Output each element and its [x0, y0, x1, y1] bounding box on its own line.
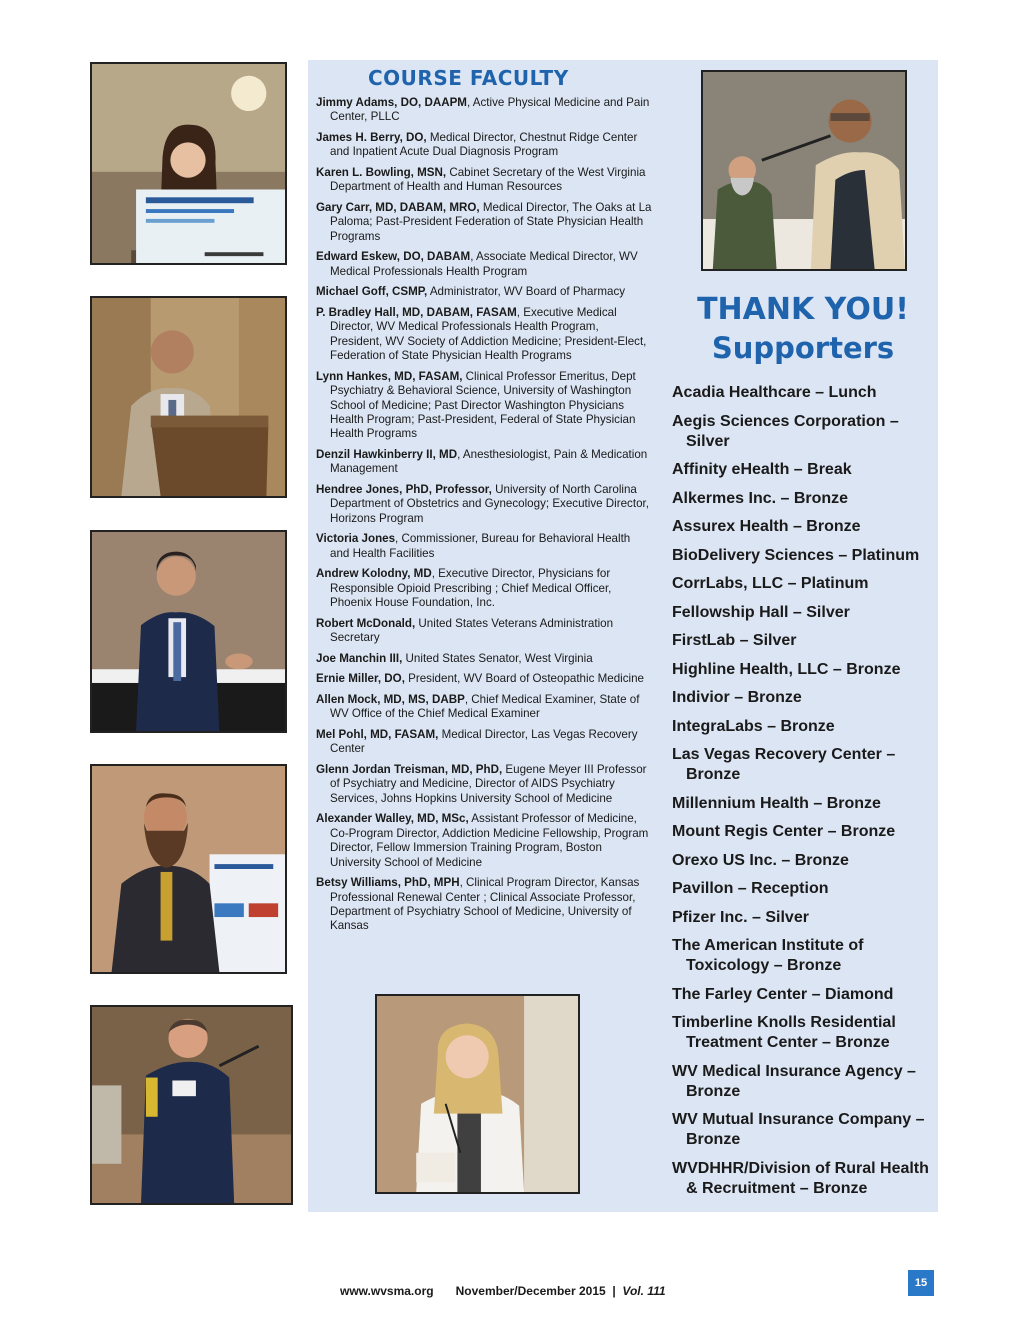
- faculty-name: Allen Mock, MD, MS, DABP: [316, 693, 465, 707]
- faculty-name: Mel Pohl, MD, FASAM,: [316, 728, 439, 742]
- supporter-item: Affinity eHealth – Break: [672, 461, 852, 478]
- faculty-name: Denzil Hawkinberry II, MD: [316, 448, 458, 462]
- faculty-name: Joe Manchin III,: [316, 651, 403, 665]
- faculty-entry: [316, 131, 652, 160]
- faculty-name: Hendree Jones, PhD, Professor,: [316, 483, 492, 497]
- faculty-description: , Active Physical Medicine and Pain Center, PLLC: [330, 96, 650, 124]
- faculty-description: Medical Director, Las Vegas Recovery Center: [330, 728, 638, 756]
- faculty-description: United States Veterans Administration Secretary: [330, 616, 614, 645]
- faculty-description: Assistant Professor of Medicine, Co-Program Director, Addiction Medicine Fellowship, Program Director, Fellow Immersion Training Program, Boston University School of Medicine: [330, 812, 649, 869]
- faculty-entry: [316, 483, 652, 526]
- supporter-item: WV Mutual Insurance Company – Bronze: [672, 1111, 925, 1148]
- footer-volume: Vol. 111: [622, 1284, 666, 1298]
- faculty-description: Eugene Meyer III Professor of Psychiatry and Medicine, Director of AIDS Psychiatry Services, Johns Hopkins University School of Medicine: [330, 763, 647, 805]
- supporter-item: IntegraLabs – Bronze: [672, 717, 835, 735]
- faculty-name: P. Bradley Hall, MD, DABAM, FASAM: [316, 306, 517, 319]
- faculty-description: Medical Director, The Oaks at La Paloma; Past-President Federation of State Physician Health Programs: [330, 201, 652, 243]
- supporter-item: Pavillon – Reception: [672, 880, 829, 897]
- footer-issue: November/December 2015: [455, 1284, 606, 1298]
- faculty-description: , Commissioner, Bureau for Behavioral Health and Health Facilities: [330, 532, 631, 560]
- faculty-name: Robert McDonald,: [316, 616, 416, 630]
- faculty-name: Edward Eskew, DO, DABAM: [316, 250, 471, 264]
- faculty-description: , Associate Medical Director, WV Medical Professionals Health Program: [330, 250, 638, 278]
- faculty-entry: [316, 763, 652, 806]
- faculty-name: Alexander Walley, MD, MSc,: [316, 812, 469, 826]
- faculty-name: James H. Berry, DO,: [316, 131, 427, 144]
- faculty-description: United States Senator, West Virginia: [402, 651, 593, 665]
- supporter-item: Fellowship Hall – Silver: [672, 603, 850, 621]
- supporter-item: BioDelivery Sciences – Platinum: [672, 546, 920, 564]
- supporters-list: [672, 383, 934, 1207]
- footer-separator: |: [612, 1284, 616, 1298]
- thank-you-heading: [672, 292, 934, 368]
- footer-website: www.wvsma.org: [340, 1284, 434, 1298]
- faculty-name: Glenn Jordan Treisman, MD, PhD,: [316, 763, 503, 777]
- supporter-item: Pfizer Inc. – Silver: [672, 908, 809, 926]
- supporter-item: Mount Regis Center – Bronze: [672, 823, 896, 840]
- faculty-description: , Executive Director, Physicians for Responsible Opioid Prescribing ; Chief Medical Officer, Phoenix House Foundation, Inc.: [330, 567, 612, 610]
- photo-audience-question: [701, 70, 907, 271]
- faculty-description: Cabinet Secretary of the West Virginia Department of Health and Human Resources: [330, 166, 646, 194]
- faculty-entry: [316, 166, 652, 195]
- faculty-entry: [316, 306, 652, 364]
- supporter-item: WVDHHR/Division of Rural Health & Recruitment – Bronze: [672, 1159, 929, 1197]
- supporter-item: The American Institute of Toxicology – Bronze: [672, 937, 864, 974]
- thank-you-line: THANK YOU!: [697, 292, 909, 327]
- faculty-entry: [316, 567, 652, 610]
- faculty-description: , Clinical Program Director, Kansas Professional Renewal Center ; Clinical Associate Professor, Department of Psychiatry School of Medicine, University of Kansas: [330, 876, 640, 933]
- faculty-name: Karen L. Bowling, MSN,: [316, 166, 447, 179]
- faculty-entry: [316, 812, 652, 870]
- faculty-name: Andrew Kolodny, MD: [316, 567, 432, 581]
- supporter-item: Indivior – Bronze: [672, 689, 802, 706]
- supporter-item: Orexo US Inc. – Bronze: [672, 851, 849, 869]
- faculty-name: Lynn Hankes, MD, FASAM,: [316, 369, 463, 383]
- page-footer: [340, 1284, 666, 1298]
- photo-speaker-woman-podium: [90, 62, 287, 265]
- supporter-item: Highline Health, LLC – Bronze: [672, 660, 901, 678]
- page-number-badge: 15: [908, 1270, 934, 1296]
- supporter-item: Assurex Health – Bronze: [672, 518, 861, 535]
- supporter-item: Alkermes Inc. – Bronze: [672, 489, 849, 507]
- faculty-entry: [316, 250, 652, 279]
- faculty-description: Medical Director, Chestnut Ridge Center and Inpatient Acute Dual Diagnosis Program: [330, 131, 638, 159]
- faculty-description: Administrator, WV Board of Pharmacy: [427, 285, 626, 299]
- supporter-item: Millennium Health – Bronze: [672, 794, 881, 812]
- faculty-entry: [316, 201, 652, 244]
- faculty-entry: [316, 370, 652, 442]
- faculty-entry: [316, 96, 652, 125]
- faculty-name: Gary Carr, MD, DABAM, MRO,: [316, 201, 480, 214]
- course-faculty-heading: COURSE FACULTY: [368, 66, 569, 90]
- photo-speaker-man-suit: [90, 530, 287, 733]
- faculty-name: Betsy Williams, PhD, MPH: [316, 876, 460, 890]
- supporter-item: Acadia Healthcare – Lunch: [672, 384, 877, 401]
- faculty-entry: [316, 876, 652, 934]
- photo-speaker-man-podium: [90, 296, 287, 498]
- photo-speaker-man-polo: [90, 1005, 293, 1205]
- faculty-description: , Anesthesiologist, Pain & Medication Management: [330, 448, 648, 476]
- faculty-description: University of North Carolina Department of Obstetrics and Gynecology; Executive Director, Horizons Program: [330, 483, 649, 525]
- faculty-description: , Chief Medical Examiner, State of WV Office of the Chief Medical Examiner: [330, 693, 640, 721]
- faculty-entry: [316, 285, 652, 299]
- supporter-item: CorrLabs, LLC – Platinum: [672, 575, 869, 592]
- faculty-entry: [316, 532, 652, 561]
- faculty-entry: [316, 652, 652, 666]
- faculty-description: , Executive Medical Director, WV Medical Professionals Health Program, President, WV Society of Addiction Medicine; President-Elect, Federation of State Physician Health Programs: [330, 306, 647, 363]
- faculty-entry: [316, 693, 652, 722]
- faculty-name: Jimmy Adams, DO, DAAPM: [316, 96, 467, 109]
- supporter-item: Aegis Sciences Corporation – Silver: [672, 412, 899, 450]
- faculty-name: Michael Goff, CSMP,: [316, 285, 428, 299]
- supporter-item: WV Medical Insurance Agency – Bronze: [672, 1062, 916, 1100]
- faculty-name: Victoria Jones: [316, 532, 396, 546]
- supporter-item: Timberline Knolls Residential Treatment Center – Bronze: [672, 1014, 896, 1051]
- supporter-item: FirstLab – Silver: [672, 632, 797, 649]
- faculty-entry: [316, 448, 652, 477]
- photo-speaker-woman-blonde: [375, 994, 580, 1194]
- faculty-entry: [316, 672, 652, 686]
- faculty-description: President, WV Board of Osteopathic Medicine: [404, 672, 644, 686]
- supporter-item: The Farley Center – Diamond: [672, 985, 894, 1003]
- faculty-entry: [316, 728, 652, 757]
- photo-speaker-bearded-man: [90, 764, 287, 974]
- faculty-description: Clinical Professor Emeritus, Dept Psychiatry & Behavioral Science, University of Washington School of Medicine; Past Director Washington Physicians Health Program; Past-President, Federal of State Physician Health Programs: [330, 369, 636, 441]
- faculty-entry: [316, 617, 652, 646]
- supporter-item: Las Vegas Recovery Center – Bronze: [672, 746, 896, 783]
- faculty-name: Ernie Miller, DO,: [316, 672, 405, 686]
- supporters-line: Supporters: [711, 331, 895, 365]
- faculty-list: [316, 96, 652, 940]
